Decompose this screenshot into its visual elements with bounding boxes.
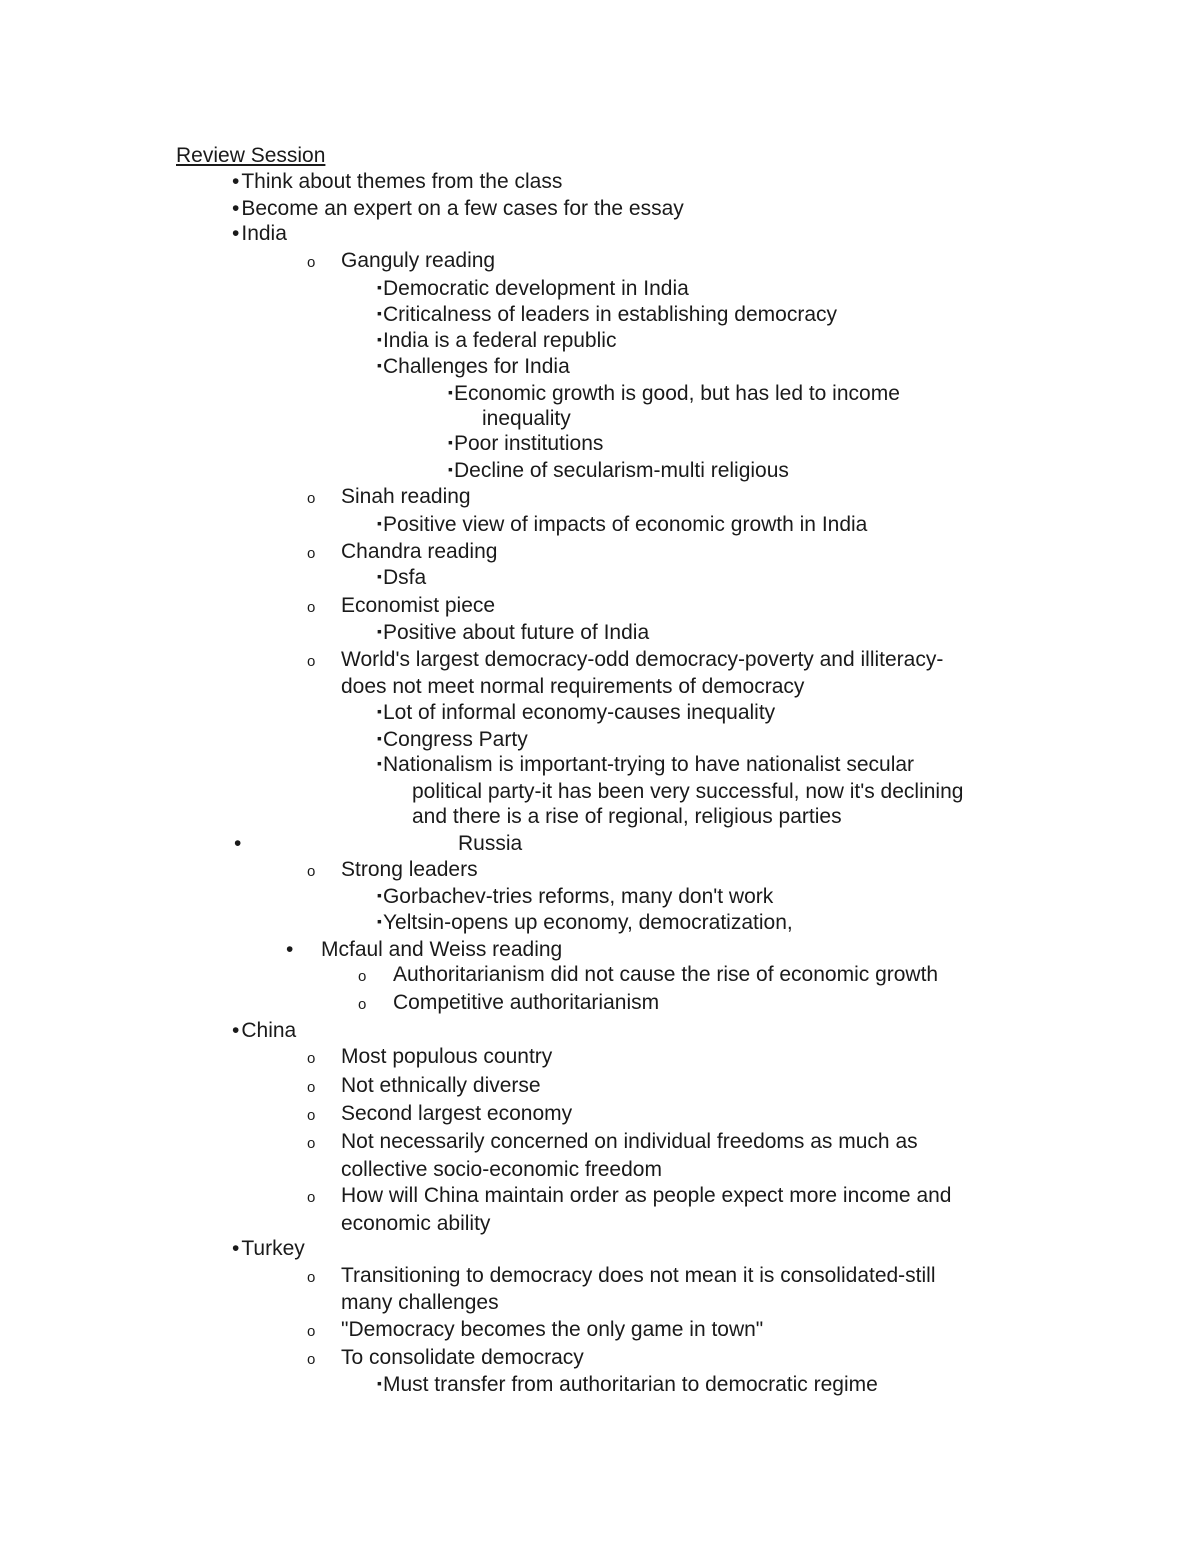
list-item: ▪ Lot of informal economy-causes inequality — [377, 702, 775, 723]
list-item: • Become an expert on a few cases for the essay — [232, 198, 684, 219]
bullet-icon: • — [286, 938, 294, 961]
circle-bullet-icon: o — [307, 254, 316, 271]
list-item: Mcfaul and Weiss reading — [321, 938, 563, 961]
list-item: Sinah reading — [341, 485, 471, 508]
circle-bullet-icon: o — [307, 1135, 316, 1152]
list-item: ▪ Positive view of impacts of economic growth in India — [377, 514, 867, 535]
list-item: Competitive authoritarianism — [393, 991, 660, 1014]
circle-bullet-icon: o — [307, 1050, 316, 1067]
list-item: Chandra reading — [341, 540, 498, 563]
list-item: ▪ Challenges for India — [377, 356, 570, 377]
list-item-continuation: inequality — [482, 407, 571, 430]
list-item: ▪ Criticalness of leaders in establishing democracy — [377, 304, 837, 325]
list-item: • Think about themes from the class — [232, 171, 562, 192]
list-item: ▪ Gorbachev-tries reforms, many don't work — [377, 886, 773, 907]
list-item: Russia — [458, 832, 523, 855]
list-item: Strong leaders — [341, 858, 478, 881]
circle-bullet-icon: o — [307, 545, 316, 562]
list-item-continuation: economic ability — [341, 1212, 491, 1235]
circle-bullet-icon: o — [307, 653, 316, 670]
list-item-continuation: and there is a rise of regional, religious parties — [412, 805, 842, 828]
list-item: World's largest democracy-odd democracy-poverty and illiteracy- — [341, 648, 944, 671]
list-item: ▪ Economic growth is good, but has led to income — [448, 383, 900, 404]
circle-bullet-icon: o — [307, 1351, 316, 1368]
list-item: • India — [232, 223, 287, 244]
bullet-icon: • — [234, 832, 242, 855]
list-item-continuation: many challenges — [341, 1291, 499, 1314]
list-item: Not necessarily concerned on individual freedoms as much as — [341, 1130, 918, 1153]
list-item: Authoritarianism did not cause the rise of economic growth — [393, 963, 939, 986]
list-item: How will China maintain order as people expect more income and — [341, 1184, 952, 1207]
list-item: Second largest economy — [341, 1102, 573, 1125]
circle-bullet-icon: o — [307, 490, 316, 507]
circle-bullet-icon: o — [307, 1107, 316, 1124]
list-item: Economist piece — [341, 594, 496, 617]
list-item: ▪ Yeltsin-opens up economy, democratization, — [377, 912, 793, 933]
circle-bullet-icon: o — [307, 1269, 316, 1286]
list-item: • Turkey — [232, 1238, 305, 1259]
circle-bullet-icon: o — [358, 968, 367, 985]
list-item: ▪ Congress Party — [377, 729, 528, 750]
list-item: "Democracy becomes the only game in town" — [341, 1318, 764, 1341]
list-item: Ganguly reading — [341, 249, 496, 272]
list-item: To consolidate democracy — [341, 1346, 584, 1369]
list-item: ▪ Nationalism is important-trying to have nationalist secular — [377, 754, 914, 775]
list-item: ▪ Dsfa — [377, 567, 426, 588]
circle-bullet-icon: o — [307, 1323, 316, 1340]
list-item: Most populous country — [341, 1045, 553, 1068]
page-title: Review Session — [176, 144, 326, 167]
list-item-continuation: collective socio-economic freedom — [341, 1158, 662, 1181]
circle-bullet-icon: o — [307, 1079, 316, 1096]
circle-bullet-icon: o — [307, 1189, 316, 1206]
list-item: Not ethnically diverse — [341, 1074, 541, 1097]
list-item: Transitioning to democracy does not mean it is consolidated-still — [341, 1264, 936, 1287]
list-item: • China — [232, 1020, 296, 1041]
circle-bullet-icon: o — [307, 599, 316, 616]
list-item: ▪ Must transfer from authoritarian to democratic regime — [377, 1374, 878, 1395]
list-item-continuation: political party-it has been very successful, now it's declining — [412, 780, 964, 803]
list-item: ▪ Democratic development in India — [377, 278, 689, 299]
list-item: ▪ Poor institutions — [448, 433, 603, 454]
list-item: ▪ Positive about future of India — [377, 622, 649, 643]
circle-bullet-icon: o — [358, 996, 367, 1013]
list-item: ▪ India is a federal republic — [377, 330, 616, 351]
list-item-continuation: does not meet normal requirements of democracy — [341, 675, 805, 698]
list-item: ▪ Decline of secularism-multi religious — [448, 460, 789, 481]
circle-bullet-icon: o — [307, 863, 316, 880]
